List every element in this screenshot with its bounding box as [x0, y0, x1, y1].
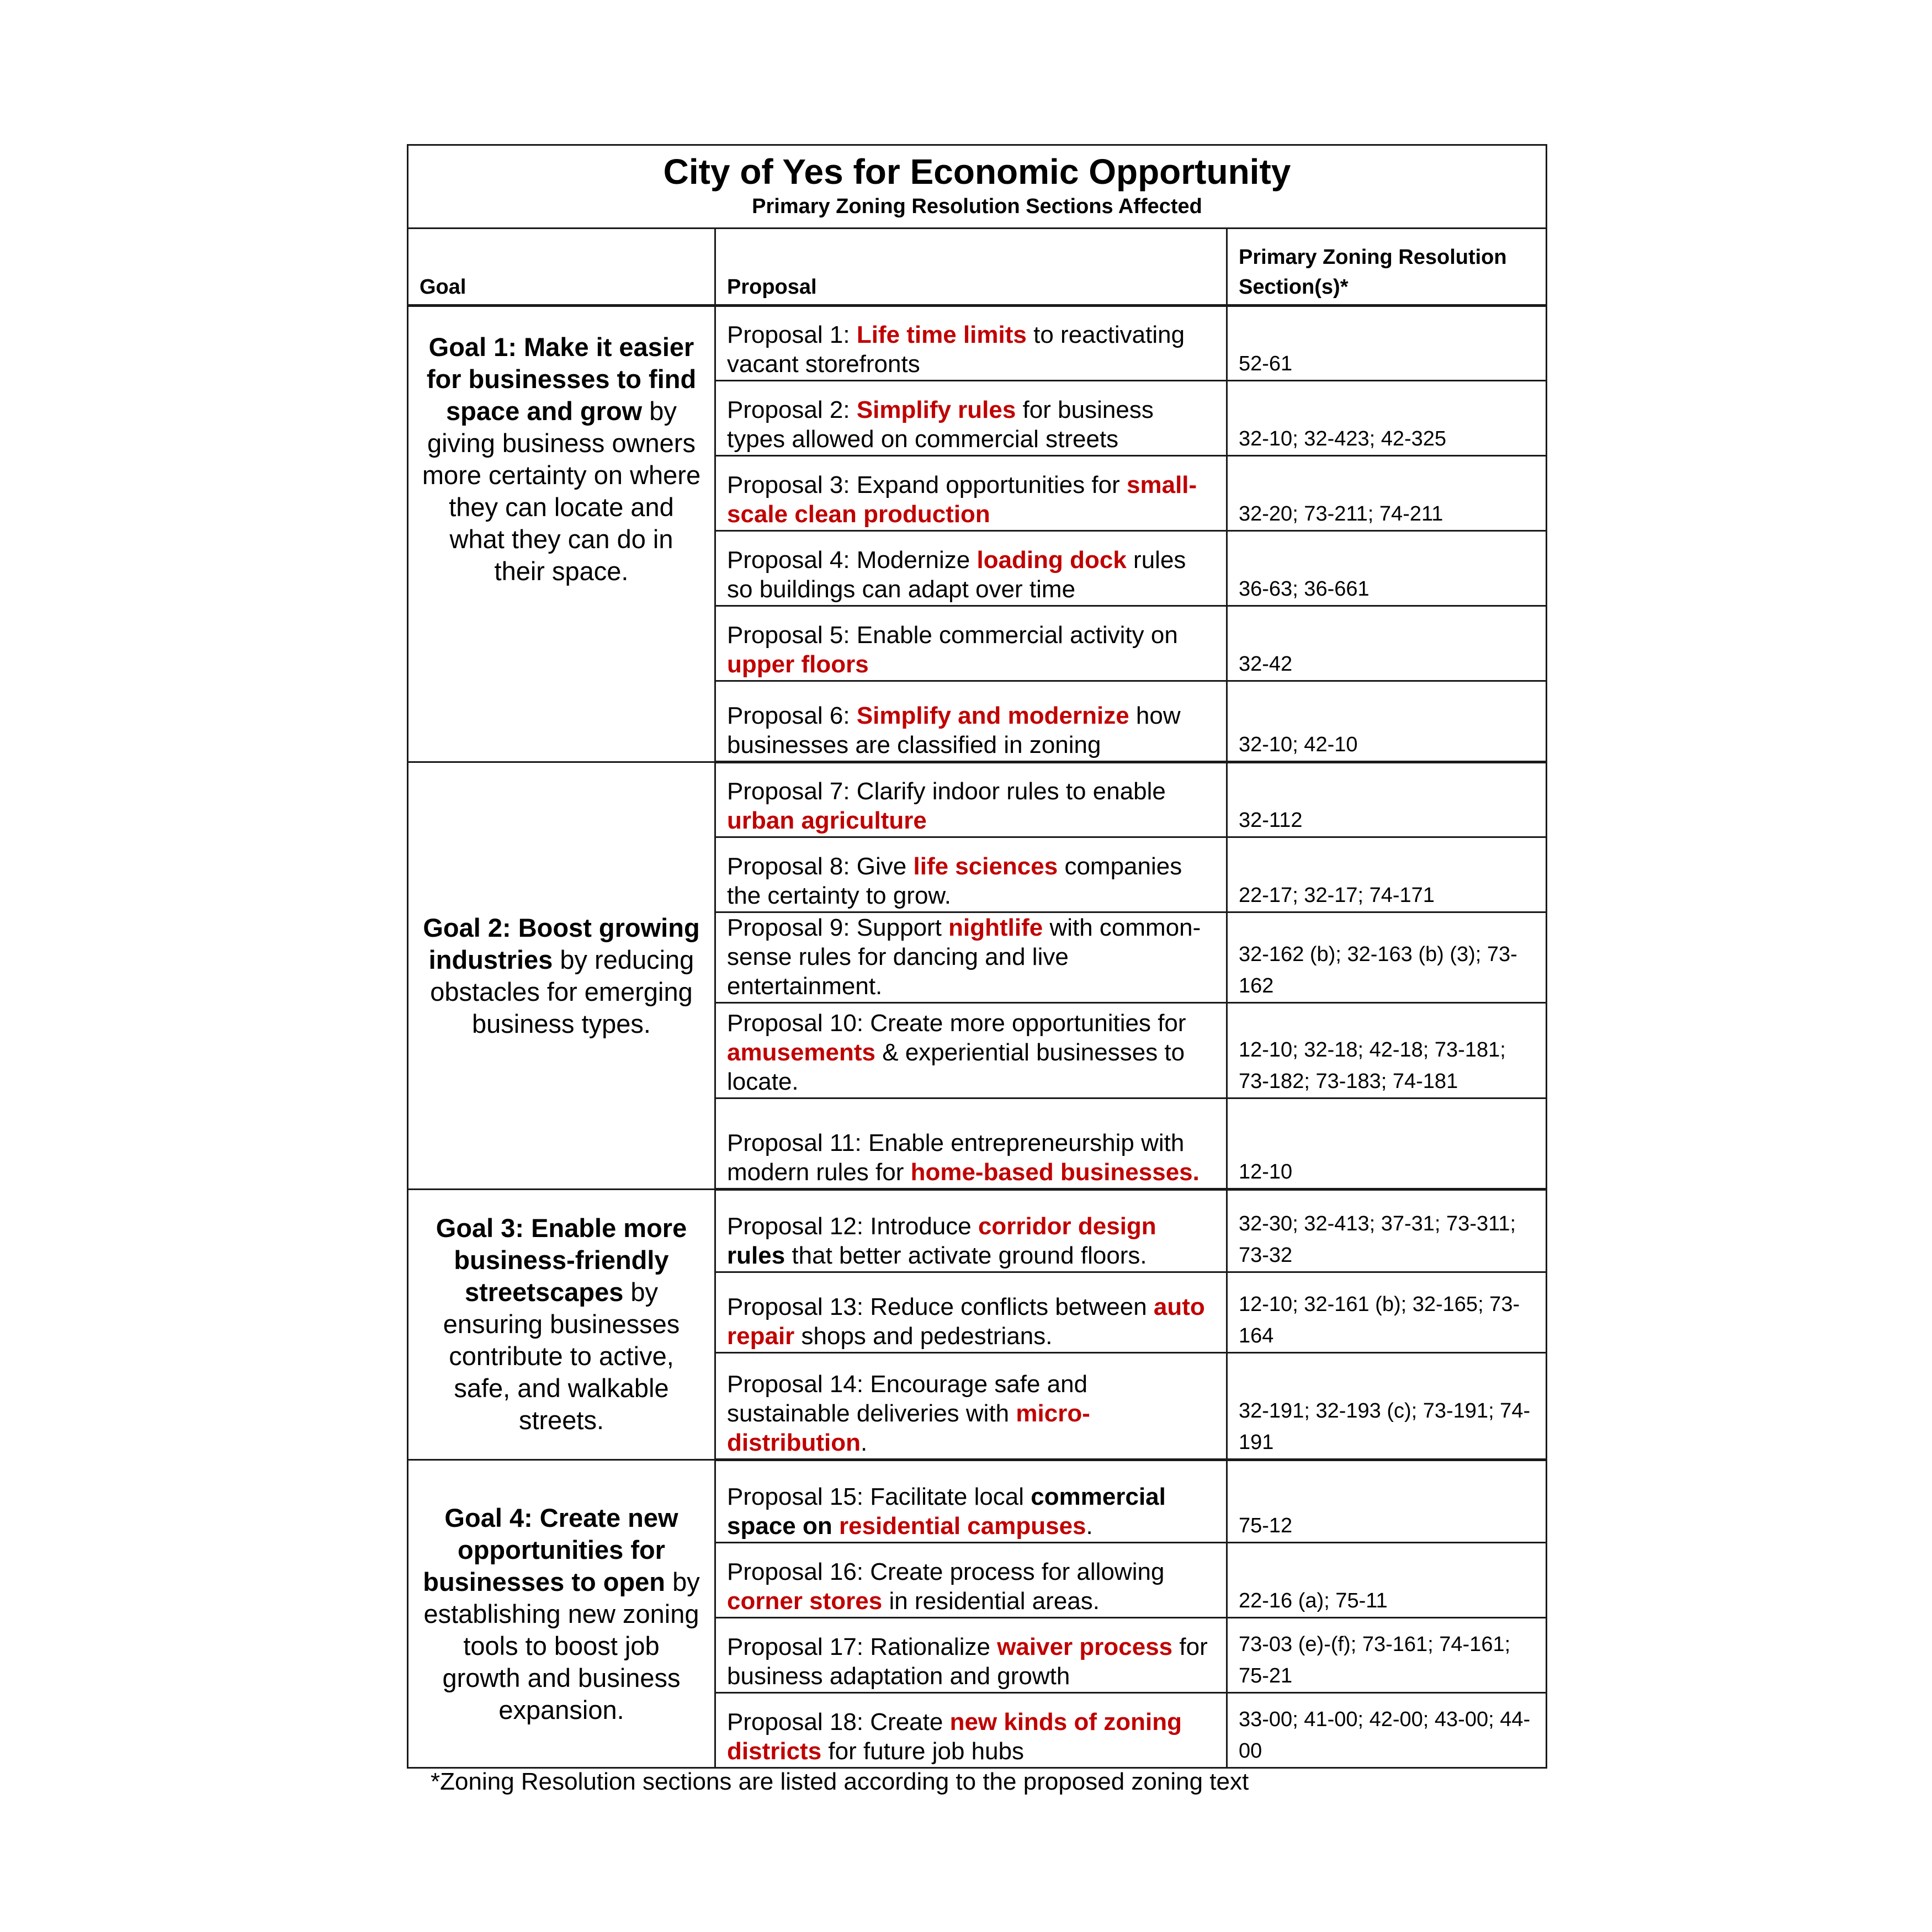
proposal-12: Proposal 12: Introduce corridor design rules that better activate ground floors.	[715, 1190, 1227, 1272]
sections-2: 32-10; 32-423; 42-325	[1227, 381, 1547, 456]
goal-2-description: by reducing obstacles for emerging business types.	[430, 944, 694, 1038]
sections-16: 22-16 (a); 75-11	[1227, 1543, 1547, 1618]
goal-2-cell	[408, 762, 715, 1190]
goal-1-description: by giving business owners more certainty on where they can locate and what they can do in their space.	[422, 396, 701, 586]
goal-3-title: Goal 3: Enable more business-friendly streetscapes	[436, 1213, 687, 1307]
sections-17: 73-03 (e)-(f); 73-161; 74-161; 75-21	[1227, 1618, 1547, 1693]
sections-13: 12-10; 32-161 (b); 32-165; 73-164	[1227, 1272, 1547, 1353]
proposal-18: Proposal 18: Create new kinds of zoning districts for future job hubs	[715, 1693, 1227, 1768]
proposal-7: Proposal 7: Clarify indoor rules to enable urban agriculture	[715, 762, 1227, 837]
title-cell	[408, 145, 1547, 229]
goal-2-title: Goal 2: Boost growing industries	[423, 912, 700, 974]
proposal-14: Proposal 14: Encourage safe and sustainable deliveries with micro-distribution.	[715, 1353, 1227, 1460]
proposal-11: Proposal 11: Enable entrepreneurship with modern rules for home-based businesses.	[715, 1098, 1227, 1190]
sections-7: 32-112	[1227, 762, 1547, 837]
proposal-4: Proposal 4: Modernize loading dock rules so buildings can adapt over time	[715, 531, 1227, 606]
header-goal: Goal	[408, 229, 715, 306]
sections-12: 32-30; 32-413; 37-31; 73-311; 73-32	[1227, 1190, 1547, 1272]
proposal-13: Proposal 13: Reduce conflicts between auto repair shops and pedestrians.	[715, 1272, 1227, 1353]
header-row	[408, 229, 1547, 306]
goal-1-title: Goal 1: Make it easier for businesses to find space and grow	[426, 332, 697, 426]
sections-6: 32-10; 42-10	[1227, 681, 1547, 762]
goal-3-description: by ensuring businesses contribute to active, safe, and walkable streets.	[443, 1277, 680, 1435]
goal-3-cell	[408, 1190, 715, 1460]
table-row	[408, 762, 1547, 837]
footnote: *Zoning Resolution sections are listed according to the proposed zoning text	[431, 1768, 1249, 1795]
proposal-1: Proposal 1: Life time limits to reactivating vacant storefronts	[715, 306, 1227, 381]
proposal-10: Proposal 10: Create more opportunities for amusements & experiential businesses to locate.	[715, 1003, 1227, 1098]
sections-18: 33-00; 41-00; 42-00; 43-00; 44-00	[1227, 1693, 1547, 1768]
proposal-17: Proposal 17: Rationalize waiver process for business adaptation and growth	[715, 1618, 1227, 1693]
sections-3: 32-20; 73-211; 74-211	[1227, 456, 1547, 531]
proposal-6: Proposal 6: Simplify and modernize how businesses are classified in zoning	[715, 681, 1227, 762]
table-row	[408, 306, 1547, 381]
header-proposal: Proposal	[715, 229, 1227, 306]
proposal-2: Proposal 2: Simplify rules for business types allowed on commercial streets	[715, 381, 1227, 456]
sections-14: 32-191; 32-193 (c); 73-191; 74-191	[1227, 1353, 1547, 1460]
proposal-9: Proposal 9: Support nightlife with common-sense rules for dancing and live entertainment.	[715, 912, 1227, 1003]
document-title: City of Yes for Economic Opportunity	[663, 152, 1291, 192]
zoning-sections-table	[407, 144, 1547, 1769]
proposal-5: Proposal 5: Enable commercial activity on upper floors	[715, 606, 1227, 681]
proposal-15: Proposal 15: Facilitate local commercial space on residential campuses.	[715, 1460, 1227, 1543]
sections-4: 36-63; 36-661	[1227, 531, 1547, 606]
goal-4-cell	[408, 1460, 715, 1768]
goal-4-title: Goal 4: Create new opportunities for businesses to open	[423, 1503, 678, 1596]
sections-5: 32-42	[1227, 606, 1547, 681]
proposal-8: Proposal 8: Give life sciences companies the certainty to grow.	[715, 837, 1227, 912]
sections-8: 22-17; 32-17; 74-171	[1227, 837, 1547, 912]
goal-4-description: by establishing new zoning tools to boost job growth and business expansion.	[423, 1567, 700, 1724]
table-row	[408, 1190, 1547, 1272]
title-row	[408, 145, 1547, 229]
sections-10: 12-10; 32-18; 42-18; 73-181; 73-182; 73-183; 74-181	[1227, 1003, 1547, 1098]
table-row	[408, 1460, 1547, 1543]
proposal-16: Proposal 16: Create process for allowing corner stores in residential areas.	[715, 1543, 1227, 1618]
header-sections: Primary Zoning Resolution Section(s)*	[1227, 229, 1547, 306]
document-subtitle: Primary Zoning Resolution Sections Affected	[752, 195, 1202, 218]
sections-1: 52-61	[1227, 306, 1547, 381]
sections-15: 75-12	[1227, 1460, 1547, 1543]
proposal-3: Proposal 3: Expand opportunities for small-scale clean production	[715, 456, 1227, 531]
goal-1-cell	[408, 306, 715, 762]
sections-11: 12-10	[1227, 1098, 1547, 1190]
sections-9: 32-162 (b); 32-163 (b) (3); 73-162	[1227, 912, 1547, 1003]
